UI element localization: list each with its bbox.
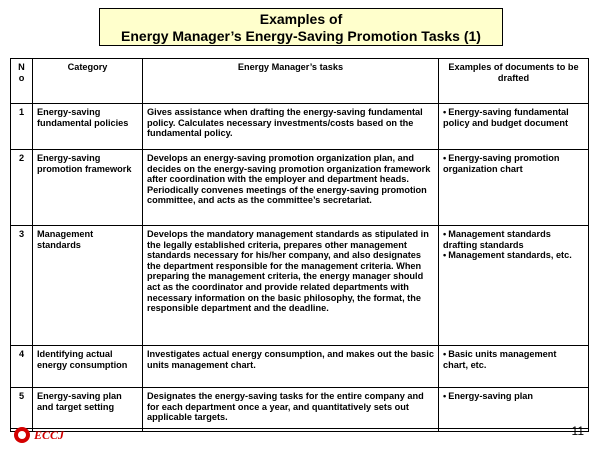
bullet-icon: • xyxy=(443,153,447,163)
row-docs xyxy=(439,104,589,150)
bullet-icon: • xyxy=(443,107,447,117)
row-no: 1 xyxy=(11,104,33,150)
row-category: Energy-saving fundamental policies xyxy=(33,104,143,150)
slide-title xyxy=(99,8,503,46)
table-row xyxy=(11,150,589,226)
row-category: Management standards xyxy=(33,226,143,346)
row-tasks: Develops an energy-saving promotion organization plan, and decides on the energy-saving promotion organization framework after coordination with the employer and department heads. Periodically convenes meetings of the energy-saving promotion committee, and acts as the committee’s secretariat. xyxy=(143,150,439,226)
row-tasks: Designates the energy-saving tasks for the entire company and for each department once a year, and quantitatively sets out applicable targets. xyxy=(143,388,439,432)
doc-item: • Management standards drafting standards xyxy=(443,229,551,250)
bullet-icon: • xyxy=(443,250,447,261)
row-no: 4 xyxy=(11,346,33,388)
row-tasks: Develops the mandatory management standards as stipulated in the legally established criteria, prepares other management standards necessary for his/her company, and also designates the department responsible for the management criteria. When preparing the management criteria, the energy manager should act as the coordinator and provide related departments with necessary information on the basic philosophy, the format, the responsible department and the deadline. xyxy=(143,226,439,346)
table-row xyxy=(11,388,589,432)
row-no: 2 xyxy=(11,150,33,226)
doc-item: • Basic units management chart, etc. xyxy=(443,349,557,370)
row-category: Energy-saving promotion framework xyxy=(33,150,143,226)
title-line-2: Energy Manager’s Energy-Saving Promotion Tasks (1) xyxy=(121,28,481,44)
row-category: Energy-saving plan and target setting xyxy=(33,388,143,432)
row-docs xyxy=(439,346,589,388)
row-no: 5 xyxy=(11,388,33,432)
table-row xyxy=(11,226,589,346)
page-number: 11 xyxy=(571,424,584,438)
header-category: Category xyxy=(33,59,143,104)
row-docs xyxy=(439,226,589,346)
eccj-logo-text: ECCJ xyxy=(34,427,65,442)
eccj-logo xyxy=(14,425,64,445)
table-row xyxy=(11,346,589,388)
bullet-icon: • xyxy=(443,391,447,401)
doc-item: • Energy-saving plan xyxy=(443,391,533,401)
doc-item: • Energy-saving promotion organization chart xyxy=(443,153,560,174)
title-line-1: Examples of xyxy=(259,11,343,27)
doc-item: • Management standards, etc. xyxy=(443,250,572,261)
row-tasks: Investigates actual energy consumption, and makes out the basic units management chart. xyxy=(143,346,439,388)
row-no: 3 xyxy=(11,226,33,346)
row-docs xyxy=(439,388,589,432)
header-no: N o xyxy=(11,59,33,104)
footer-divider xyxy=(10,428,588,429)
tasks-table xyxy=(10,58,589,432)
doc-item: • Energy-saving fundamental policy and budget document xyxy=(443,107,569,128)
table-row xyxy=(11,104,589,150)
bullet-icon: • xyxy=(443,349,447,359)
row-docs xyxy=(439,150,589,226)
header-tasks: Energy Manager’s tasks xyxy=(143,59,439,104)
eccj-logo-icon xyxy=(14,427,30,443)
header-docs: Examples of documents to be drafted xyxy=(439,59,589,104)
table-header-row xyxy=(11,59,589,104)
row-category: Identifying actual energy consumption xyxy=(33,346,143,388)
row-tasks: Gives assistance when drafting the energy-saving fundamental policy. Calculates necessary investments/costs based on the fundamental policy. xyxy=(143,104,439,150)
bullet-icon: • xyxy=(443,229,447,239)
